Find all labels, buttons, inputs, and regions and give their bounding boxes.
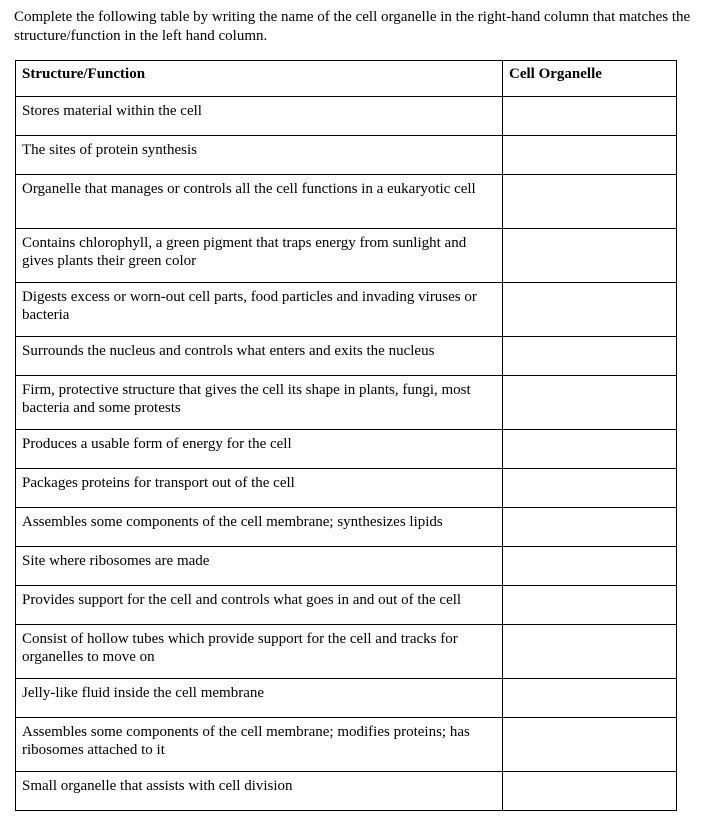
table-row: [16, 469, 677, 508]
table-row: [16, 283, 677, 337]
answer-cell[interactable]: [503, 97, 677, 136]
organelle-table: [15, 60, 677, 811]
function-cell: Assembles some components of the cell membrane; synthesizes lipids: [16, 508, 503, 547]
table-row: [16, 97, 677, 136]
table-row: [16, 718, 677, 772]
function-cell: Produces a usable form of energy for the cell: [16, 430, 503, 469]
function-cell: Small organelle that assists with cell division: [16, 772, 503, 811]
answer-cell[interactable]: [503, 547, 677, 586]
answer-cell[interactable]: [503, 376, 677, 430]
answer-cell[interactable]: [503, 625, 677, 679]
answer-cell[interactable]: [503, 469, 677, 508]
function-cell: Stores material within the cell: [16, 97, 503, 136]
function-cell: Packages proteins for transport out of the cell: [16, 469, 503, 508]
table-row: [16, 376, 677, 430]
function-cell: Surrounds the nucleus and controls what enters and exits the nucleus: [16, 337, 503, 376]
answer-cell[interactable]: [503, 229, 677, 283]
answer-cell[interactable]: [503, 586, 677, 625]
table-row: [16, 679, 677, 718]
answer-cell[interactable]: [503, 337, 677, 376]
answer-cell[interactable]: [503, 718, 677, 772]
table-row: [16, 586, 677, 625]
function-cell: The sites of protein synthesis: [16, 136, 503, 175]
table-row: [16, 337, 677, 376]
function-cell: Assembles some components of the cell membrane; modifies proteins; has ribosomes attached to it: [16, 718, 503, 772]
header-structure-function: Structure/Function: [16, 61, 503, 97]
answer-cell[interactable]: [503, 430, 677, 469]
table-row: [16, 229, 677, 283]
header-cell-organelle: Cell Organelle: [503, 61, 677, 97]
instructions-text: Complete the following table by writing the name of the cell organelle in the right-hand column that matches the structure/function in the left hand column.: [14, 9, 691, 44]
function-cell: Contains chlorophyll, a green pigment that traps energy from sunlight and gives plants their green color: [16, 229, 503, 283]
function-cell: Organelle that manages or controls all the cell functions in a eukaryotic cell: [16, 175, 503, 229]
table-row: [16, 136, 677, 175]
function-cell: Site where ribosomes are made: [16, 547, 503, 586]
table-row: [16, 625, 677, 679]
function-cell: Consist of hollow tubes which provide support for the cell and tracks for organelles to move on: [16, 625, 503, 679]
answer-cell[interactable]: [503, 283, 677, 337]
answer-cell[interactable]: [503, 508, 677, 547]
table-row: [16, 772, 677, 811]
function-cell: Firm, protective structure that gives the cell its shape in plants, fungi, most bacteria and some protests: [16, 376, 503, 430]
function-cell: Provides support for the cell and controls what goes in and out of the cell: [16, 586, 503, 625]
table-row: [16, 508, 677, 547]
function-cell: Digests excess or worn-out cell parts, food particles and invading viruses or bacteria: [16, 283, 503, 337]
table-row: [16, 175, 677, 229]
table-row: [16, 430, 677, 469]
answer-cell[interactable]: [503, 136, 677, 175]
answer-cell[interactable]: [503, 772, 677, 811]
answer-cell[interactable]: [503, 175, 677, 229]
table-row: [16, 547, 677, 586]
function-cell: Jelly-like fluid inside the cell membrane: [16, 679, 503, 718]
answer-cell[interactable]: [503, 679, 677, 718]
table-header-row: [16, 61, 677, 97]
